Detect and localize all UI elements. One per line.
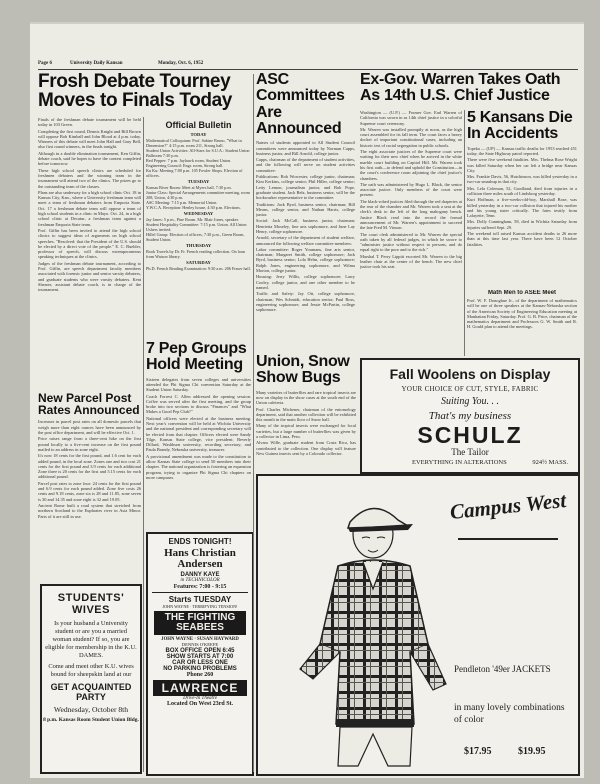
campus-price-1: $17.95: [464, 746, 492, 757]
students-wives-ad: [40, 584, 142, 774]
page-number: Page 6: [38, 61, 53, 66]
parking: NO PARKING PROBLEMS: [163, 666, 237, 672]
warren-headline-block: [360, 72, 578, 112]
parcel-paragraph: Price raises range from a three-cent hike on the first pound locally to a five-cent increase on the first pound mailed to an address in zone eight.: [38, 436, 141, 452]
shows2: CAR OR LESS ONE: [172, 660, 228, 666]
ends-tonight: ENDS TONIGHT!: [168, 537, 232, 546]
warren-paragraph: The oath was administered by Hugo L. Black, the senior associate justice. Only members of the court were present.: [360, 181, 462, 198]
warren-paragraph: The eight associate justices of the Supreme court were waiting for their new chief when he arrived in the white marble court building on Capitol Hill. Mr. Warren took his first oath—to defend and uphold the Constitution—in the court's conference room adjoining the chief justice's chambers.: [360, 149, 462, 181]
bulletin-day: TODAY: [190, 132, 207, 137]
schulz-tailor-ad: [360, 358, 580, 474]
header-rule: [38, 69, 578, 70]
asc-paragraph: Traffic and Safety: Jay Ott, college sophomore, chairman; Wes Schmidt, education senior; Paul Ross, engineering sophomore, and Jessie McPartin, college sophomore.: [256, 291, 355, 313]
bulletin-day: SATURDAY: [186, 260, 211, 265]
newspaper-page: [30, 22, 584, 778]
asc-paragraph: Capps, chairman of the department of student activities, and the following will serve on student activities committee:: [256, 157, 355, 173]
column-rule: [464, 110, 465, 356]
math-paragraph: Prof. W. F. Donoghue Jr., of the department of mathematics will be one of three speakers at the Kansas-Nebraska section of the American Society of Engineering Education meeting at Manhattan Friday, Saturday. Prof. G. B. Price, chairman of the mathematics department and Professors G. W. Smith and R. H. Gould plan to attend the meetings.: [467, 298, 577, 330]
bulletin-item: Ph.D. French Reading Examination: 9:30 a.m. 206 Fraser hall.: [146, 266, 251, 271]
logo-underline: [458, 538, 558, 540]
union-paragraph: Prof. Charles Michener, chairman of the entomology department, said that another collection will be exhibited this month in the main floor of Snow hall.: [256, 406, 356, 423]
asc-paragraph: Traditions: Jack Byrd, business senior, chairman; Bill Means, college senior, and Nathan Harris, college junior.: [256, 201, 355, 218]
debate-headline: Frosh Debate Tourney Moves to Finals Today: [38, 72, 232, 112]
campus-price-2: $19.95: [518, 746, 546, 757]
asc-headline: ASC Committees Are Announced: [256, 72, 345, 137]
math-headline: Math Men to ASEE Meet: [487, 290, 557, 296]
bulletin-item: Kansas River Room: Meet at Myers hall, 7:30 p.m.: [146, 185, 232, 190]
warren-paragraph: The black-robed justices filed through the red draperies at the rear of the chamber and Mr. Warren took a seat at the clerk's desk to the left of the long mahogany bench. Justice Black read into the record the formal announcement of Mr. Warren's appointment to succeed the late Fred M. Vinson.: [360, 198, 462, 231]
debate-paragraph: Although in a double elimination tournament, Ken Giffin, debate coach, said he hopes to have the contest completed before tomorrow.: [38, 150, 141, 167]
asc-paragraph: Names of students appointed to All Student Council committees were announced today by Norman Capps, business junior, and Bill Arnold, college junior.: [256, 140, 355, 156]
warren-paragraph: The court clerk administered to Mr. Warren the special oath taken by all federal judges, in which he swore to "administer justice without respect to persons, and do equal right to the poor and to the rich.": [360, 231, 462, 253]
bulletin-item: Mathematical Colloquium: Prof. Sabine Bruno, "What in Dimension?" 4:15 p.m. room 211, Strong hall.: [146, 138, 242, 148]
paper-name: University Daily Kansan: [70, 61, 123, 66]
bulletin-item: Red Pepper: 7 p.m. Jayhawk room, Student Union.: [146, 158, 232, 163]
pep-paragraph: Coach Forrest C. Allen addressed the opening session. Coffee was served after the first meeting, and the group broke into two sections to discuss "Finances" and "What Makes a Good Pep Club?": [146, 393, 251, 415]
column-rule: [143, 117, 144, 772]
column-rule: [253, 74, 254, 772]
accidents-article: [467, 110, 577, 290]
film1-process: in TECHNICOLOR: [180, 578, 220, 583]
film1-times: Features: 7:00 - 9:15: [173, 584, 227, 590]
wives-cta: GET ACQUAINTED PARTY: [50, 682, 132, 702]
bulletin-item: Student Hospitality Committee: 7:15 p.m. Union. All Union Ushers invited.: [146, 222, 247, 232]
union-paragraph: Many varieties of butterflies and rare tropical insects are now on display in the show cases at the south end of the Union cafeteria.: [256, 389, 356, 406]
parcel-headline: New Parcel Post Rates Announced: [38, 392, 140, 418]
asc-paragraph: Social: Jack McCall, business junior, chairman; Henrietta Moseley, fine arts sophomore, and June Lay Henry, college sophomore.: [256, 218, 355, 234]
pep-headline: 7 Pep Groups Hold Meeting: [146, 341, 247, 374]
schulz-brand: SCHULZ: [417, 422, 523, 448]
bulletin-day: WEDNESDAY: [183, 211, 214, 216]
bulletin-item: Book Travels by Dr. Fr. French reading collection. On loan from Watson library.: [146, 249, 245, 259]
asc-paragraph: Housing: Jerry Willis, college sophomore; Larry Cooley, college junior, and one other member to be named.: [256, 274, 355, 290]
schulz-line3: Suiting You. . .: [441, 396, 499, 407]
asc-paragraph: Arnold, secretary of the department of student welfare, announced the following welfare committee members:: [256, 235, 355, 246]
bulletin-title: Official Bulletin: [165, 120, 232, 130]
debate-paragraph: Completing the first round, Dennis Knight and Bill Brown will oppose Bob Kimball and John Blood at 4 p.m. today. Winners of this debate will meet John Hall and Gary Bell, also first round winners, in the finals tonight.: [38, 128, 141, 150]
wives-date: Wednesday, October 8th: [53, 705, 129, 714]
debate-paragraph: Prof. Giffin has been invited to attend the high school clinics to suggest ideas of arguments on high school speeches. "Resolved: that the President of the U.S. should be elected by a direct vote of the people." E. C. Buehler, professor of speech, will discuss extemporaneous speaking techniques at the clinics.: [38, 227, 141, 260]
bulletin-item: Ku Ku: Meeting 7:00 p.m. 105 Fowler Shops. Election of officers.: [146, 168, 243, 178]
film2-title: THE FIGHTING SEABEES: [154, 611, 246, 635]
wives-body-2: Come and meet other K.U. wives bound for sheepskin land at our: [48, 663, 134, 678]
asc-paragraph: Publications: Bob Worcester, college junior, chairman; Kim Kerkins, college senior; Phil Hiller, college senior; Letty Lemon, journalism junior, and Bob Pope, graduate student. Jack Belz, business senior, will be the bookwarker representative to the committee.: [256, 174, 355, 201]
phone: Phone 260: [186, 672, 214, 678]
schulz-line1: Fall Woolens on Display: [389, 366, 551, 382]
accidents-paragraph: Mrs. Lela Coleman, 52, Goodland, died from injuries in a collision three miles south of Lindsborg yesterday.: [467, 185, 577, 196]
campus-west-ad: [256, 474, 580, 776]
film2-cast: DENNIS O'KEEFE: [181, 642, 219, 647]
debate-paragraph: Judges of the freshman debate tournament, according to Prof. Giffin, are speech department faculty members associated with forensic junior and senior varsity debaters, and graduate students who were varsity debaters. Kent Shearer, assistant debate coach, is in charge of the tournament.: [38, 260, 141, 293]
wives-title: STUDENTS' WIVES: [57, 592, 125, 616]
debate-paragraph: These high school speech clinics are scheduled for freshmen debaters and the winning team in the tournament will attend two of the clinics. The prizes go to the outstanding team of the classes.: [38, 167, 141, 189]
accidents-headline: 5 Kansans Die In Accidents: [467, 110, 573, 143]
debate-paragraph: Finals of the freshman debate tournament will be held today in 103 Green.: [38, 117, 141, 128]
theatre-addr: Located On West 23rd St.: [166, 701, 234, 707]
asc-paragraph: Labor committee: Roger Youmans, fine arts senior, chairman; Margaret Smith, college sophomore; Jack Byrd, business senior; Lola Helm, college sophomore; Ralph Jones, engineering sophomore, and Wilma Morton, college junior.: [256, 246, 355, 274]
admission: BOX OFFICE OPEN 6:45: [165, 648, 235, 654]
debate-article: [38, 117, 141, 389]
film1-title: Hans Christian Andersen: [164, 547, 236, 570]
bulletin-item: ASC Meeting: 7:15 p.m. Memorial Union.: [146, 200, 218, 205]
asc-article: [256, 72, 355, 362]
union-headline: Union, Snow Show Bugs: [256, 354, 350, 387]
accidents-paragraph: Kurt Hoffman, a five-weeks-old-boy, Marshall Bose, was killed yesterday in a two-car collision that injured his mother and his young sister critically. The fates testify from Lafayette, Tenn.: [467, 197, 577, 219]
schulz-line5: EVERYTHING IN ALTERATIONS: [412, 459, 507, 466]
bulletin-item: Student Union Activities: All-Stars for S.U.A.: Student Union Ballroom 7:30 p.m.: [146, 148, 250, 158]
parcel-paragraph: Ancient Rome built a road system that stretched from northern Scotland to the Euphrates river in Asia Minor. Parts of it are still in use.: [38, 502, 141, 519]
bulletin-item: Junior Class: Special Arrangements committee meeting, room 208, Union, 4:30 p.m.: [146, 190, 250, 200]
debate-paragraph: Plans are also underway for a high school clinic Oct. 18 in Kansas City, Kan., where a University freshman team will meet a team of freshman debaters from Emporia State. Oct. 17 a freshman debate team will oppose a team of high school students in a clinic in Mayo. Oct. 24, in a high school clinic at Decatur, a freshman team against a freshman Emporia State team.: [38, 189, 141, 227]
warren-paragraph: Washington — (U.P.) — Former Gov. Earl Warren of California was sworn in as 14th chief justice in a colorful Supreme court ceremony.: [360, 110, 462, 126]
campus-logo: Campus West: [448, 487, 568, 525]
pep-article: [146, 341, 251, 531]
ad-divider: [152, 592, 248, 593]
film1-star: DANNY KAYE: [180, 572, 220, 578]
bulletin-item: Hillel Group: Election of officers, 7:30 p.m., Green Room, Student Union.: [146, 232, 245, 242]
film2-tag: JOHN WAYNE · TERRIFYING TENSION!: [162, 604, 238, 609]
union-article: [256, 354, 356, 474]
woman-jacket-illustration: [278, 494, 458, 770]
accidents-paragraph: The weekend toll raised Kansas accident deaths to 26 more than at this time last year. There have been 12 October fatalities.: [467, 231, 577, 247]
accidents-paragraph: Mrs. Frankie Davis, 56, Hutchinson, was killed yesterday in a two-car smashup in that city.: [467, 174, 577, 185]
shows1: SHOW STARTS AT 7:00: [166, 654, 234, 660]
warren-paragraph: Mr. Warren was installed promptly at noon, as the high court assembled for its fall term. The court faces a heavy docket of important constitutional cases, including an historic test of racial segregation in public schools.: [360, 126, 462, 148]
accidents-paragraph: Topeka — (UP) — Kansas traffic deaths for 1953 reached 451 today, the State Highway patrol reported.: [467, 145, 577, 156]
parcel-paragraph: It's now 18 cents for the first pound, and 1.6 cent for each added pound, in the local zone. Zones one and two cost 21 cents for the first pound and 3.9 cents for each additional Zone three is 20 cents for the first and 5.15 cents for each additional pound.: [38, 453, 141, 480]
parcel-paragraph: Increases in parcel post rates on all domestic parcels that weigh more than eight ounces have been announced by the post office department, and will be effective Oct. 1.: [38, 419, 141, 436]
bulletin-item: Jay Janes: 5 p.m., Pine Room. Mr. Blair Jones, speaker.: [146, 217, 239, 222]
bulletin-day: THURSDAY: [185, 243, 212, 248]
schulz-sub: The Tailor: [451, 447, 489, 457]
parcel-article: [38, 392, 141, 582]
theatre-sub: Drive-In Theatre: [183, 696, 217, 701]
wives-body: Is your husband a University student or are you a married woman student? If so, you are eligible for membership in the K.U. DAMES.: [45, 620, 137, 659]
schulz-line2: YOUR CHOICE OF CUT, STYLE, FABRIC: [401, 385, 539, 393]
page-fold: [30, 22, 584, 24]
warren-headline: Ex-Gov. Warren Takes Oath As 14th U.S. Chief Justice: [360, 72, 561, 105]
official-bulletin: [146, 117, 251, 339]
studio-theatre-ad: [146, 532, 254, 776]
schulz-line4: That's my business: [428, 410, 512, 422]
parcel-paragraph: Parcel post rates to zone four: 24 cents for the first pound and 6.9 cents for each pound added. Zone five costs 26 cents and 9.18 cents, zone six is 28 and 11.85, zone seven is 30 and 14.35 and zone eight is 32 and 19.05.: [38, 480, 141, 502]
math-article: [467, 290, 577, 356]
warren-article: [360, 110, 462, 356]
issue-date: Monday, Oct. 6, 1952: [158, 61, 204, 66]
bulletin-item: Engineering Council: Engr. room, Strong hall.: [146, 163, 224, 168]
schulz-addr: 924½ MASS.: [532, 459, 568, 466]
campus-desc: in many lovely combinations of color: [454, 703, 565, 725]
pep-paragraph: A provisional amendment was made to the constitution to allow Kansas State college to send 50 members into their chapter. The national organization is fostering an expansion program, trying to organize Phi Sigma Chi chapters on more campuses.: [146, 453, 251, 480]
accidents-paragraph: Mrs. Dolly Cunningham, 58, died in Wichita Saturday from injuries suffered Sept. 29.: [467, 219, 577, 230]
film2-star: JOHN WAYNE · SUSAN HAYWARD: [161, 637, 239, 642]
campus-product: Pendleton '49er JACKETS: [454, 664, 551, 674]
pep-paragraph: National officers were elected at the business meeting. Next year's convention will be held at Wichita University and the national president and corresponding secretary will be elected from that chapter. Officers elected were Sandy Tilge, Kansas State college, vice president; Beverly Dillard, Washburn university, recording secretary; and Paula Brandy, Nebraska university, treasurer.: [146, 415, 251, 453]
bulletin-day: TUESDAY: [187, 179, 210, 184]
starts-tuesday: Starts TUESDAY: [168, 595, 232, 604]
warren-paragraph: Marshal T. Perry Lippitt escorted Mr. Warren to the big leather chair at the center of the bench. The new chief justice took his seat.: [360, 253, 462, 270]
pep-paragraph: Sixteen delegates from seven colleges and universities attended the Phi Sigma Chi convention Saturday at the Student Union Saturday.: [146, 376, 251, 393]
wives-place: 8 p.m. Kansas Room Student Union Bldg.: [43, 717, 139, 723]
union-paragraph: Alvaro Wille, graduate student from Costa Rica, has contributed to the collection. One display will feature New Guinea insects sent by a Colorado collector.: [256, 440, 356, 456]
union-paragraph: Many of the tropical insects were exchanged for local varieties, but a large number of butterflies was given by a collector in Lima, Peru.: [256, 423, 356, 439]
theatre-title: LAWRENCE: [153, 680, 247, 696]
accidents-paragraph: There were five weekend fatalities. Mrs. Thelma Rose Wright was killed Saturday when her car left a bridge near Kansas City.: [467, 157, 577, 173]
bulletin-item: Y.W.C.A. Reception: Henley house, 4:30 p.m. Elections.: [146, 205, 241, 210]
